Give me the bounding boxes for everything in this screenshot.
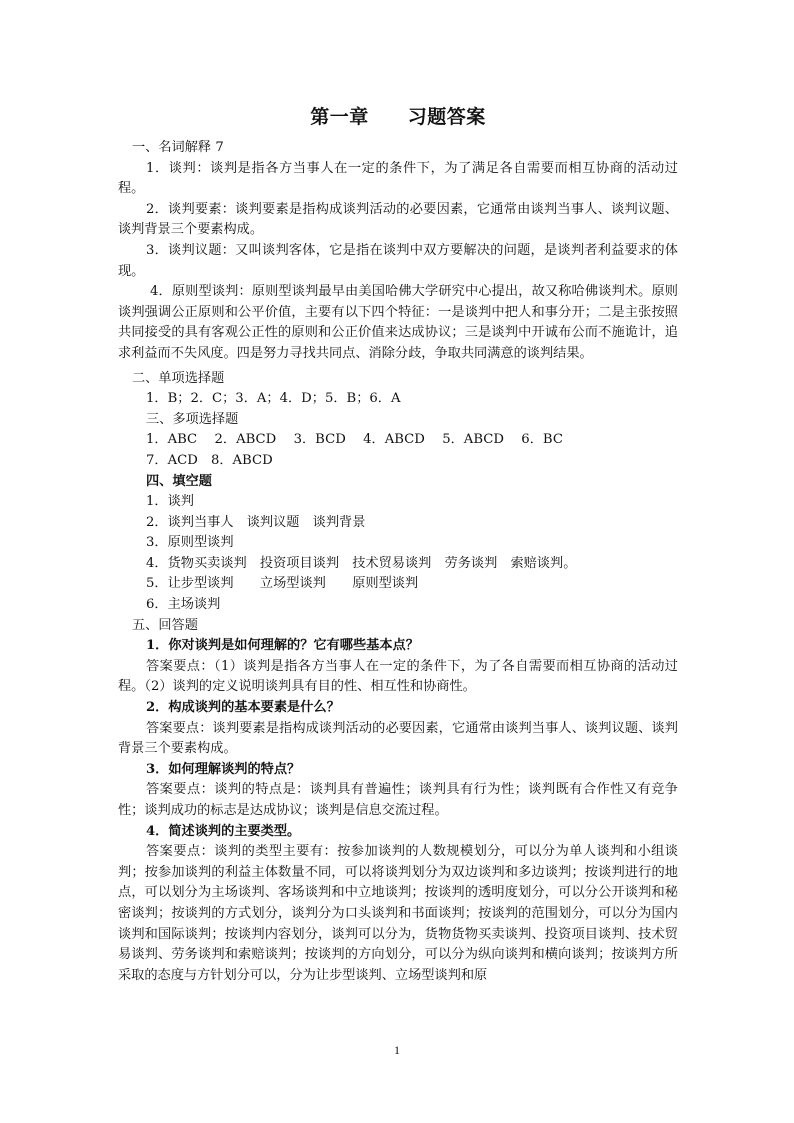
section-heading-multi-choice: 三、多项选择题	[146, 411, 239, 427]
page-title: 第一章 习题答案	[310, 106, 486, 128]
fill-blank-item-5: 5．让步型谈判 立场型谈判 原则型谈判	[146, 576, 419, 592]
fill-blank-item-3: 3．原则型谈判	[146, 535, 234, 551]
term-item-2: 2．谈判要素：谈判要素是指构成谈判活动的必要因素，它通常由谈判当事人、谈判议题、谈判背景三个要素构成。	[118, 201, 678, 238]
fill-blank-item-6: 6．主场谈判	[146, 597, 221, 613]
answer-3: 答案要点：谈判的特点是：谈判具有普遍性；谈判具有行为性；谈判既有合作性又有竞争性；谈判成功的标志是达成协议；谈判是信息交流过程。	[118, 782, 678, 818]
document-page	[118, 104, 678, 1034]
question-4: 4．简述谈判的主要类型。	[146, 823, 301, 839]
answer-4: 答案要点：谈判的类型主要有：按参加谈判的人数规模划分，可以分为单人谈判和小组谈判；按参加谈判的利益主体数量不同，可以将谈判划分为双边谈判和多边谈判；按谈判进行的地点，可以划分为主场谈判、客场谈判和中立地谈判；按谈判的透明度划分，可以分公开谈判和秘密谈判；按谈判的方式划分，谈判分为口头谈判和书面谈判；按谈判的范围划分，可以分为国内谈判和国际谈判；按谈判内容划分，谈判可以分为，货物货物买卖谈判、投资项目谈判、技术贸易谈判、劳务谈判和索赔谈判；按谈判的方向划分，可以分为纵向谈判和横向谈判；按谈判方所采取的态度与方针划分可以，分为让步型谈判、立场型谈判和原	[118, 844, 678, 983]
fill-blank-item-2: 2．谈判当事人 谈判议题 谈判背景	[146, 514, 366, 530]
question-2: 2．构成谈判的基本要素是什么？	[146, 700, 340, 716]
term-item-3: 3．谈判议题：又叫谈判客体，它是指在谈判中双方要解决的问题，是谈判者利益要求的体现。	[118, 242, 678, 279]
fill-blank-item-4: 4．货物买卖谈判 投资项目谈判 技术贸易谈判 劳务谈判 索赔谈判。	[146, 555, 577, 571]
section-heading-fill-blank: 四、填空题	[146, 473, 212, 489]
answer-1: 答案要点：（1）谈判是指各方当事人在一定的条件下，为了各自需要而相互协商的活动过程。（2）谈判的定义说明谈判具有目的性、相互性和协商性。	[118, 658, 678, 695]
section-heading-terms: 一、名词解释 7	[132, 140, 224, 155]
answer-2: 答案要点：谈判要素是指构成谈判活动的必要因素，它通常由谈判当事人、谈判议题、谈判背景三个要素构成。	[118, 720, 678, 757]
question-3: 3．如何理解谈判的特点？	[146, 761, 301, 777]
fill-blank-item-1: 1．谈判	[146, 494, 194, 510]
question-1: 1．你对谈判是如何理解的？它有哪些基本点？	[146, 638, 419, 654]
section-heading-questions: 五、回答题	[132, 617, 198, 633]
page-number: 1	[394, 1043, 400, 1057]
term-item-4: 4．原则型谈判：原则型谈判最早由美国哈佛大学研究中心提出，故又称哈佛谈判术。原则谈判强调公正原则和公平价值，主要有以下四个特征：一是谈判中把人和事分开；二是主张按照共同接受的具有客观公正性的原则和公正价值来达成协议；三是谈判中开诚布公而不施诡计，追求利益而不失风度。四是努力寻找共同点、消除分歧，争取共同满意的谈判结果。	[118, 284, 678, 361]
multi-choice-answers-line-1: 1．ABC 2．ABCD 3．BCD 4．ABCD 5．ABCD 6．BC	[146, 432, 563, 448]
section-heading-single-choice: 二、单项选择题	[132, 370, 225, 386]
single-choice-answers: 1．B；2．C；3．A；4．D；5．B；6．A	[146, 391, 401, 407]
term-item-1: 1．谈判：谈判是指各方当事人在一定的条件下，为了满足各自需要而相互协商的活动过程。	[118, 160, 678, 197]
multi-choice-answers-line-2: 7．ACD 8．ABCD	[146, 452, 273, 468]
